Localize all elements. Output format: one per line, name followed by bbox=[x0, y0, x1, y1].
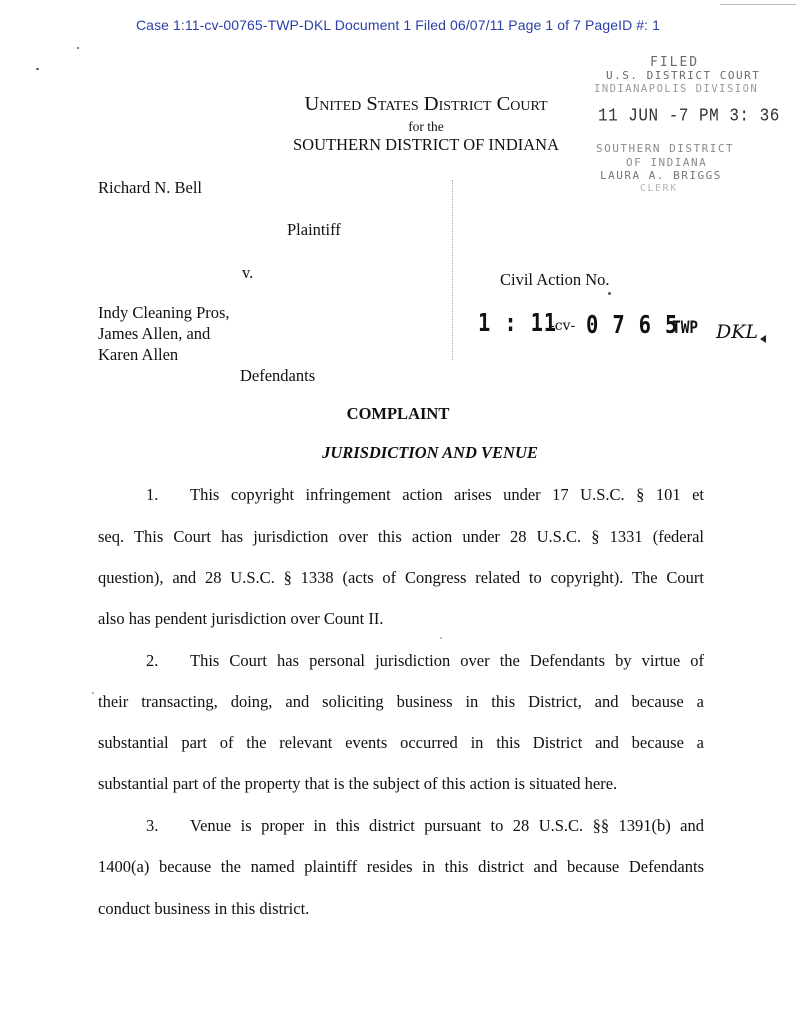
scan-speck bbox=[77, 47, 79, 49]
case-number-judge: TWP bbox=[672, 318, 699, 338]
case-number-magistrate: DKL bbox=[716, 321, 759, 343]
court-district: SOUTHERN DISTRICT OF INDIANA bbox=[293, 135, 559, 154]
paragraph-line: substantial part of the relevant events occurred in this District and because a bbox=[98, 733, 704, 752]
plaintiff-name: Richard N. Bell bbox=[98, 178, 203, 197]
paragraph-line: conduct business in this district. bbox=[98, 899, 310, 918]
scan-speck bbox=[92, 692, 94, 694]
paragraph-line: their transacting, doing, and soliciting business in this District, and because a bbox=[98, 692, 704, 711]
stamp-indiana: OF INDIANA bbox=[626, 156, 708, 169]
stamp-division: INDIANAPOLIS DIVISION bbox=[594, 83, 759, 95]
stamp-clerk: CLERK bbox=[640, 183, 678, 194]
paragraph-line: This copyright infringement action arises under 17 U.S.C. § 101 et bbox=[190, 485, 704, 504]
stamp-filed: FILED bbox=[650, 55, 700, 70]
corner-rule bbox=[720, 4, 796, 5]
case-number-seq: 0 7 6 5 bbox=[586, 310, 679, 339]
case-number-year: 1 : 11 bbox=[478, 308, 557, 337]
versus: v. bbox=[242, 263, 254, 282]
paragraph-number: 1. bbox=[146, 485, 159, 504]
court-name: United States District Court bbox=[304, 93, 548, 115]
section-heading: JURISDICTION AND VENUE bbox=[322, 443, 538, 462]
ecf-header: Case 1:11-cv-00765-TWP-DKL Document 1 Filed 06/07/11 Page 1 of 7 PageID #: 1 bbox=[135, 17, 661, 33]
defendants-label: Defendants bbox=[240, 366, 316, 385]
paragraph-line: This Court has personal jurisdiction over the Defendants by virtue of bbox=[190, 651, 704, 670]
scan-speck bbox=[440, 637, 442, 639]
paragraph-number: 3. bbox=[146, 816, 159, 835]
defendant-line-3: Karen Allen bbox=[98, 345, 179, 364]
document-title: COMPLAINT bbox=[346, 404, 450, 423]
paragraph-line: also has pendent jurisdiction over Count II. bbox=[98, 609, 384, 628]
ink-dot bbox=[608, 292, 611, 295]
case-number-cv: -cv- bbox=[550, 318, 576, 334]
paragraph-line: Venue is proper in this district pursuant to 28 U.S.C. §§ 1391(b) and bbox=[190, 816, 704, 835]
civil-action-label: Civil Action No. bbox=[500, 270, 610, 289]
scan-speck bbox=[36, 68, 39, 70]
paragraph-line: question), and 28 U.S.C. § 1338 (acts of Congress related to copyright). The Court bbox=[98, 568, 704, 587]
plaintiff-label: Plaintiff bbox=[287, 220, 341, 239]
arrow-mark-icon bbox=[760, 335, 766, 343]
defendant-line-2: James Allen, and bbox=[98, 324, 211, 343]
paragraph-line: substantial part of the property that is the subject of this action is situated here. bbox=[98, 774, 618, 793]
defendant-line-1: Indy Cleaning Pros, bbox=[98, 303, 230, 322]
court-for: for the bbox=[408, 119, 444, 134]
paragraph-line: 1400(a) because the named plaintiff resides in this district and because Defendants bbox=[98, 857, 704, 876]
paragraph-line: seq. This Court has jurisdiction over this action under 28 U.S.C. § 1331 (federal bbox=[98, 527, 704, 546]
caption-divider bbox=[452, 180, 455, 360]
paragraph-number: 2. bbox=[146, 651, 159, 670]
stamp-court: U.S. DISTRICT COURT bbox=[606, 69, 761, 82]
stamp-time: 11 JUN -7 PM 3: 36 bbox=[598, 105, 780, 127]
stamp-clerk-name: LAURA A. BRIGGS bbox=[600, 169, 722, 182]
stamp-southern: SOUTHERN DISTRICT bbox=[596, 142, 735, 155]
